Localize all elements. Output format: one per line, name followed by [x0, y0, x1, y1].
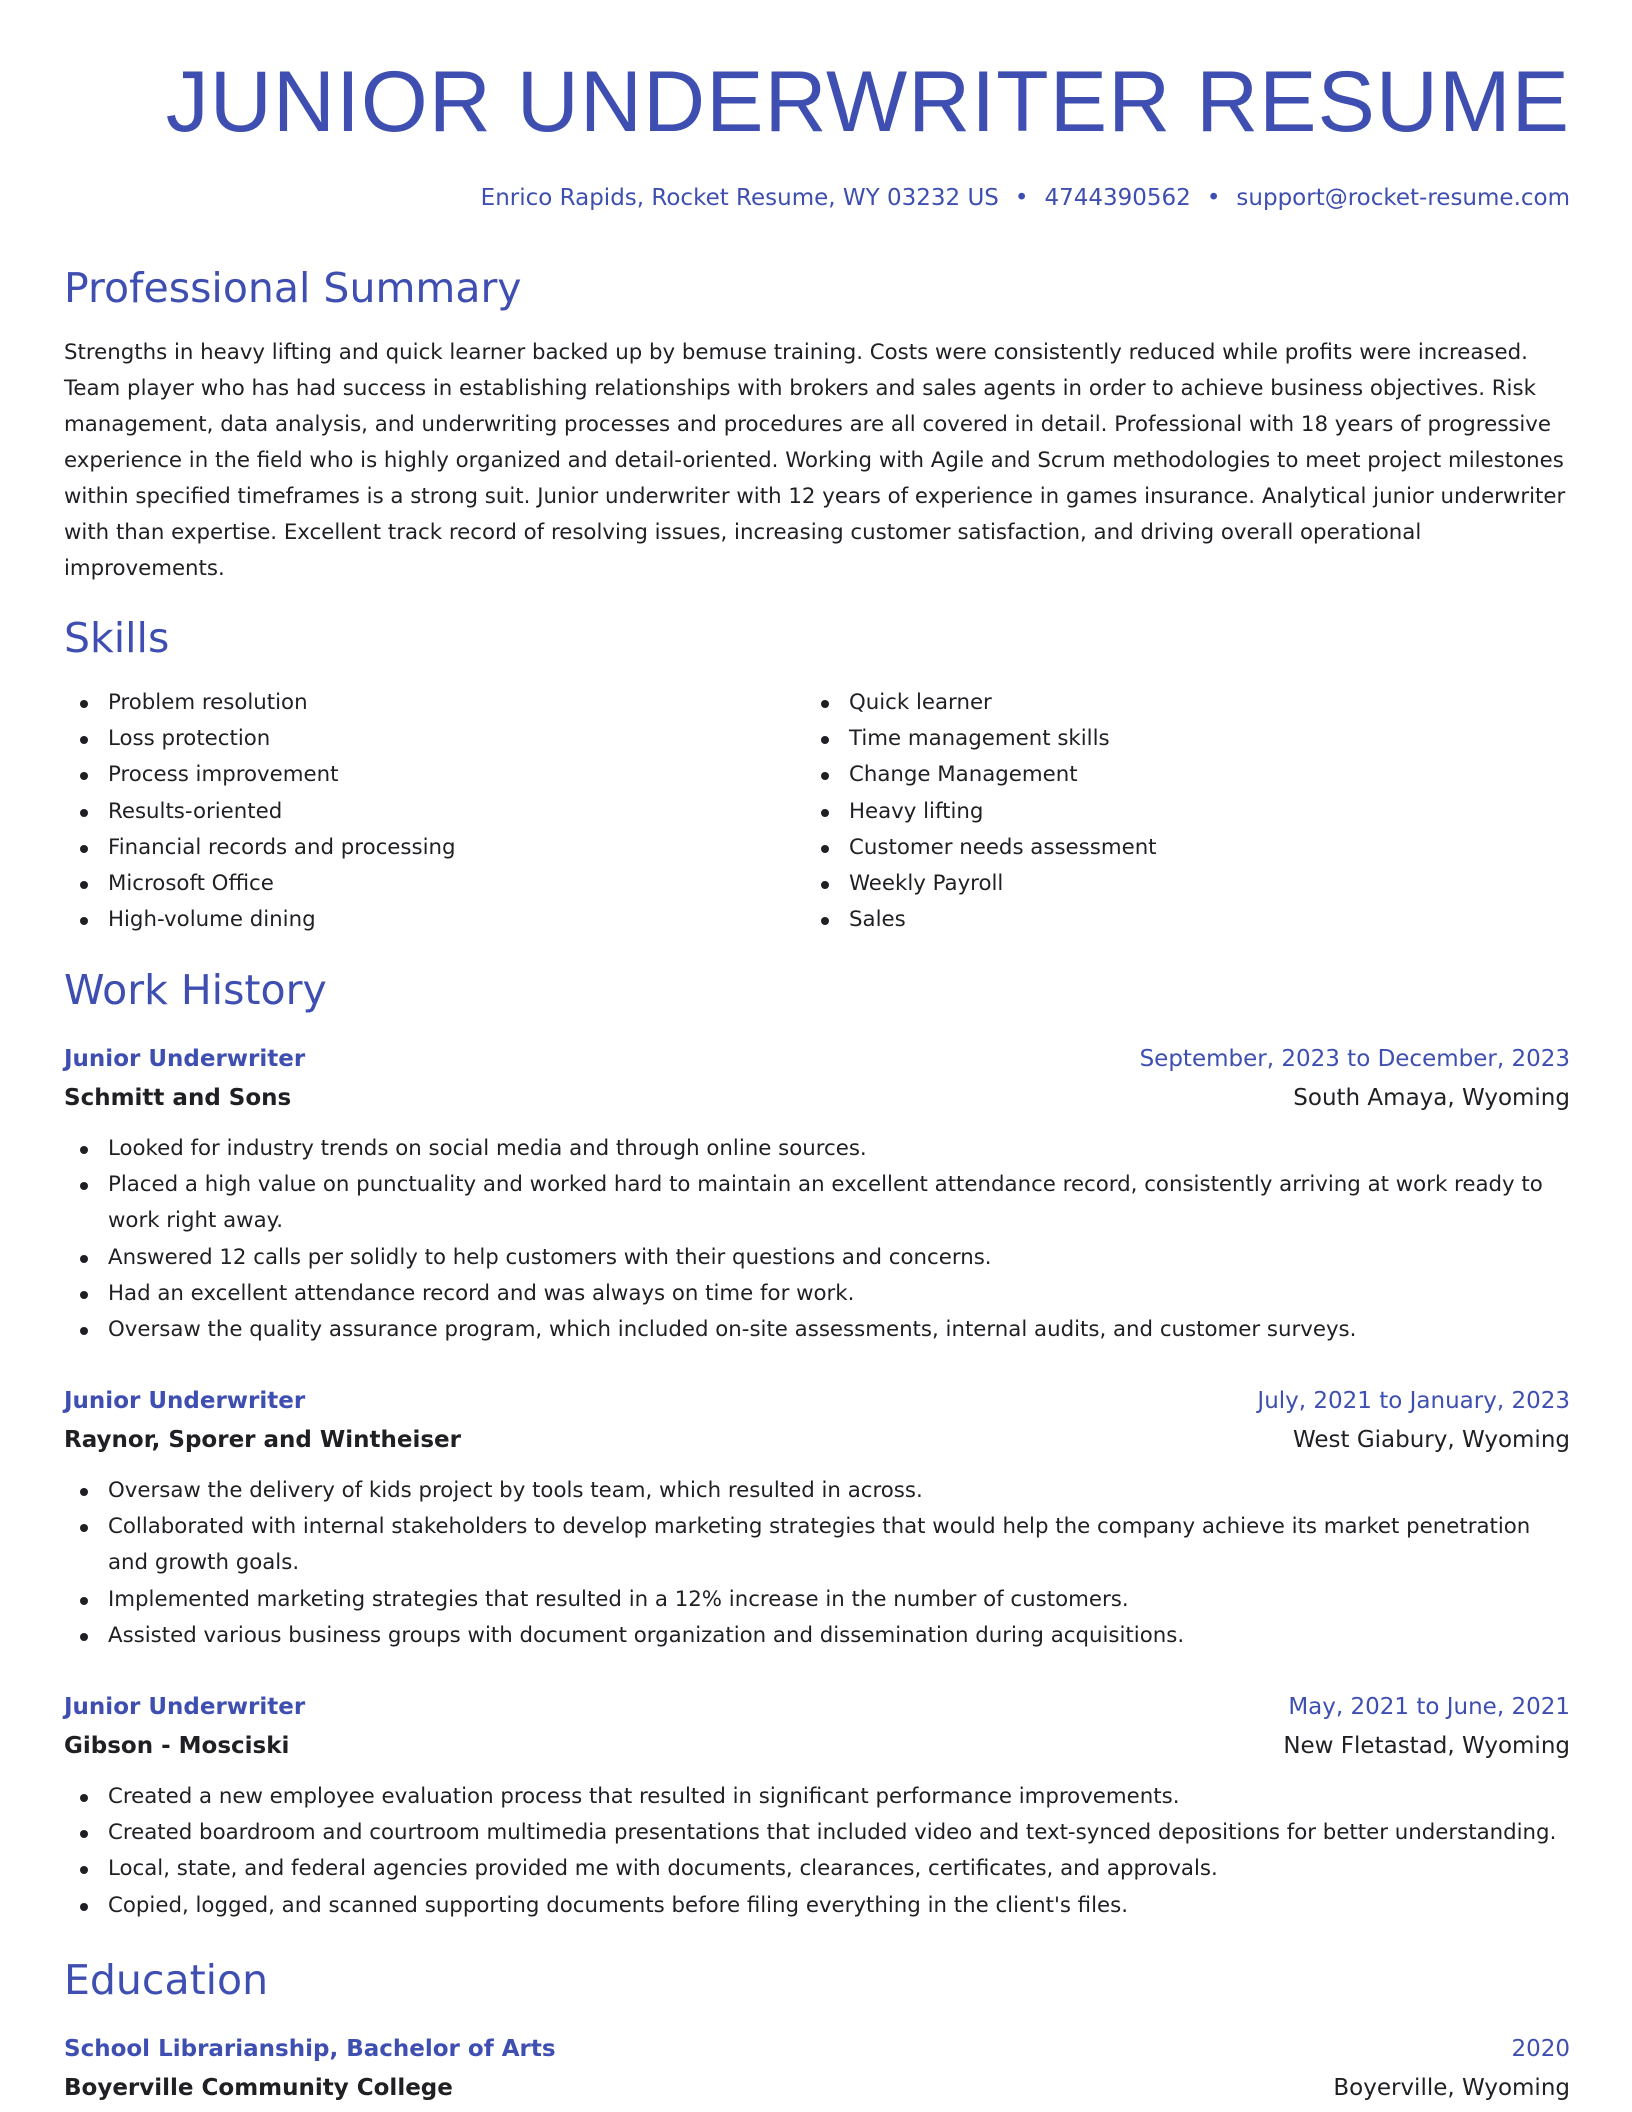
job-title: Junior Underwriter [64, 1388, 306, 1414]
skill-item: Sales [805, 902, 1157, 938]
job-company: Gibson - Mosciski [64, 1733, 290, 1759]
job-bullet: Oversaw the delivery of kids project by tools team, which resulted in across. [64, 1473, 1570, 1509]
skill-item: Financial records and processing [64, 830, 456, 866]
skill-item: Quick learner [805, 685, 1157, 721]
job-company: Schmitt and Sons [64, 1085, 292, 1111]
contact-phone: 4744390562 [1044, 185, 1191, 211]
job-bullet: Copied, logged, and scanned supporting documents before filing everything in the client's files. [64, 1888, 1570, 1924]
skill-item: Loss protection [64, 721, 456, 757]
job-company: Raynor, Sporer and Wintheiser [64, 1427, 461, 1453]
skill-item: Heavy lifting [805, 794, 1157, 830]
job-location: West Giabury, Wyoming [1292, 1427, 1570, 1453]
skill-item: Process improvement [64, 757, 456, 793]
contact-line [481, 180, 1570, 216]
skills-column-left [64, 685, 456, 938]
skill-item: Weekly Payroll [805, 866, 1157, 902]
job-dates: May, 2021 to June, 2021 [1288, 1694, 1570, 1720]
contact-address: Enrico Rapids, Rocket Resume, WY 03232 US [480, 185, 999, 211]
job-dates: September, 2023 to December, 2023 [1139, 1046, 1570, 1072]
education-degree: School Librarianship, Bachelor of Arts [64, 2036, 556, 2062]
resume-title: JUNIOR UNDERWRITER RESUME [165, 54, 1570, 150]
work-history-heading: Work History [64, 966, 327, 1014]
job-location: South Amaya, Wyoming [1293, 1085, 1570, 1111]
job-bullet: Local, state, and federal agencies provided me with documents, clearances, certificates, and approvals. [64, 1851, 1570, 1887]
skill-item: Customer needs assessment [805, 830, 1157, 866]
job-bullets [64, 1779, 1570, 1924]
contact-separator: • [1206, 185, 1221, 211]
skill-item: Results-oriented [64, 794, 456, 830]
contact-separator: • [1014, 185, 1029, 211]
job-bullets [64, 1473, 1570, 1654]
job-title: Junior Underwriter [64, 1046, 306, 1072]
job-bullet: Collaborated with internal stakeholders to develop marketing strategies that would help the company achieve its market penetration and growth goals. [64, 1509, 1570, 1581]
skill-item: Problem resolution [64, 685, 456, 721]
job-bullet: Placed a high value on punctuality and worked hard to maintain an excellent attendance record, consistently arriving at work ready to work right away. [64, 1167, 1570, 1239]
education-heading: Education [64, 1956, 269, 2004]
job-bullet: Had an excellent attendance record and was always on time for work. [64, 1276, 1570, 1312]
skill-item: Time management skills [805, 721, 1157, 757]
job-entry [64, 1382, 1570, 1654]
education-year: 2020 [1511, 2036, 1570, 2062]
summary-text: Strengths in heavy lifting and quick learner backed up by bemuse training. Costs were consistently reduced while profits were increased. Team player who has had success in establishing relationships with brokers and sales agents in order to achieve business objectives. Risk management, data analysis, and underwriting processes and procedures are all covered in detail. Professional with 18 years of progressive experience in the field who is highly organized and detail-oriented. Working with Agile and Scrum methodologies to meet project milestones within specified timeframes is a strong suit. Junior underwriter with 12 years of experience in games insurance. Analytical junior underwriter with than expertise. Excellent track record of resolving issues, increasing customer satisfaction, and driving overall operational improvements. [64, 340, 1566, 581]
job-title: Junior Underwriter [64, 1694, 306, 1720]
job-bullet: Created boardroom and courtroom multimedia presentations that included video and text-synced depositions for better understanding. [64, 1815, 1570, 1851]
summary-heading: Professional Summary [64, 264, 522, 312]
job-bullet: Implemented marketing strategies that resulted in a 12% increase in the number of customers. [64, 1582, 1570, 1618]
education-entry [64, 2030, 1570, 2108]
contact-email: support@rocket-resume.com [1236, 185, 1570, 211]
job-bullet: Assisted various business groups with document organization and dissemination during acquisitions. [64, 1618, 1570, 1654]
job-bullet: Oversaw the quality assurance program, which included on-site assessments, internal audits, and customer surveys. [64, 1312, 1570, 1348]
job-bullet: Created a new employee evaluation process that resulted in significant performance improvements. [64, 1779, 1570, 1815]
skill-item: High-volume dining [64, 902, 456, 938]
job-entry [64, 1040, 1570, 1348]
skill-item: Microsoft Office [64, 866, 456, 902]
skill-item: Change Management [805, 757, 1157, 793]
education-location: Boyerville, Wyoming [1333, 2075, 1570, 2101]
job-bullet: Answered 12 calls per solidly to help customers with their questions and concerns. [64, 1240, 1570, 1276]
education-school: Boyerville Community College [64, 2075, 453, 2101]
job-entry [64, 1688, 1570, 1924]
job-location: New Fletastad, Wyoming [1283, 1733, 1570, 1759]
job-bullet: Looked for industry trends on social media and through online sources. [64, 1131, 1570, 1167]
job-bullets [64, 1131, 1570, 1348]
job-dates: July, 2021 to January, 2023 [1257, 1388, 1570, 1414]
skills-heading: Skills [64, 614, 170, 662]
skills-column-right [805, 685, 1157, 938]
